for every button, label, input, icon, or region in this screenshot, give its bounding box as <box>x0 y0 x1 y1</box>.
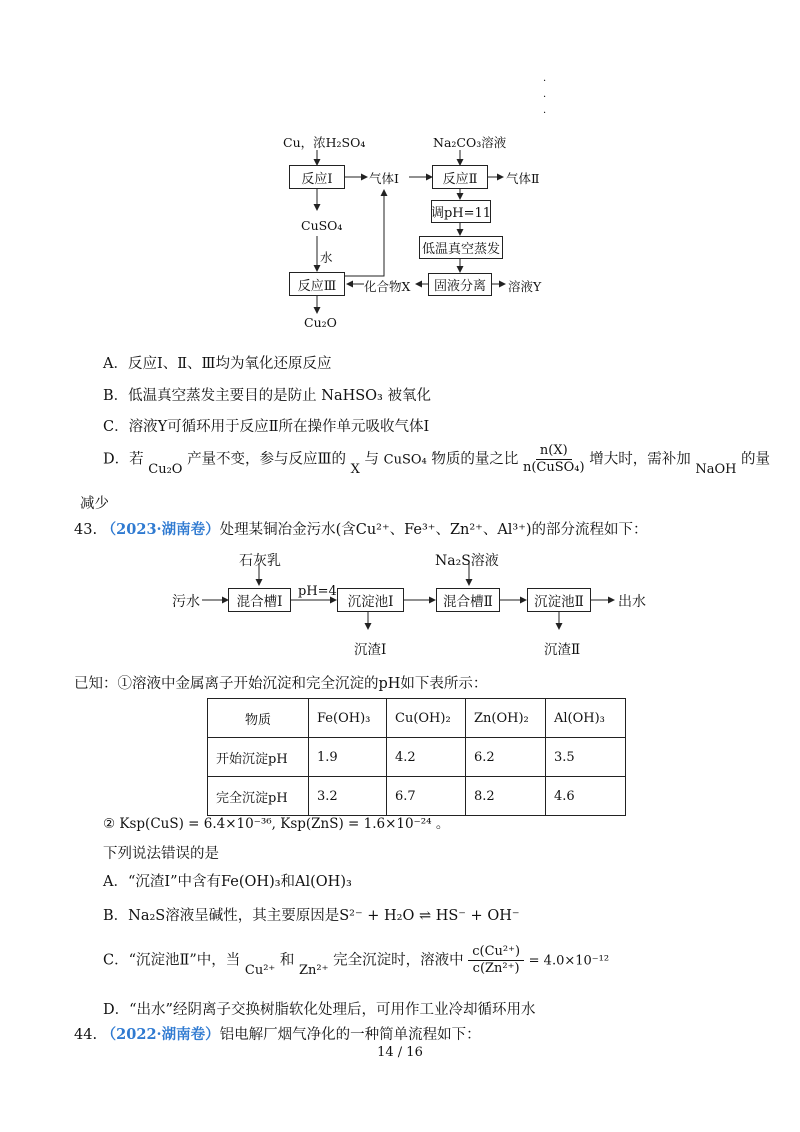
q43-option-c-text: 完全沉淀时，溶液中 <box>333 952 464 969</box>
q43-stem: 处理某铜冶金污水(含Cu²⁺、Fe³⁺、Zn²⁺、Al³⁺)的部分流程如下： <box>219 522 648 538</box>
flow-water-label: 水 <box>320 250 333 265</box>
q42-option-c: C．溶液Y可循环用于反应Ⅱ所在操作单元吸收气体Ⅰ <box>103 419 430 435</box>
q43-option-d: D．“出水”经阴离子交换树脂软化处理后，可用作工业冷却循环用水 <box>103 1002 536 1018</box>
q42-option-d-x: X <box>350 461 360 477</box>
flow-compound-x-label: 化合物X <box>364 279 411 294</box>
ph-table-header-row <box>208 699 626 738</box>
q43-option-c-cu: Cu²⁺ <box>244 962 276 978</box>
q44-stem: 铝电解厂烟气净化的一种简单流程如下： <box>219 1027 481 1043</box>
flow-reaction3-box: 反应Ⅲ <box>289 272 345 296</box>
flow2-ph4-label: pH=4 <box>298 584 337 599</box>
q43-option-c-text: C．“沉淀池Ⅱ”中，当 <box>103 952 241 969</box>
flow-reaction1-box: 反应Ⅰ <box>289 165 345 189</box>
ph-table-cell: 3.2 <box>309 777 387 816</box>
flow2-residue1-label: 沉渣Ⅰ <box>354 642 387 658</box>
ph-table-header-cell: Cu(OH)₂ <box>387 699 466 738</box>
q43-option-c <box>103 944 609 977</box>
flow-na2co3-label: Na₂CO₃溶液 <box>433 135 507 150</box>
ph-table-header-cell: Zn(OH)₂ <box>466 699 546 738</box>
decorative-dot: · <box>543 92 547 103</box>
q42-option-d-text: 物质的量之比 <box>431 451 519 468</box>
flow2-outwater-label: 出水 <box>618 594 646 610</box>
q43-number: 43. <box>74 522 98 538</box>
flow2-settle2-box: 沉淀池Ⅱ <box>527 588 591 612</box>
q44-header <box>74 1023 481 1044</box>
q42-option-d-naoh: NaOH <box>695 461 737 477</box>
flow-cuso4-label: CuSO₄ <box>301 218 343 233</box>
ph-table-cell: 4.6 <box>546 777 626 816</box>
flow2-settle1-box: 沉淀池Ⅰ <box>337 588 404 612</box>
q43-ratio-numerator: c(Cu²⁺) <box>468 944 524 961</box>
q43-option-a: A．“沉渣Ⅰ”中含有Fe(OH)₃和Al(OH)₃ <box>103 874 352 890</box>
flow-solution-y-label: 溶液Y <box>508 279 542 294</box>
flow-reactant-label: Cu，浓H₂SO₄ <box>283 135 366 150</box>
flow-gas2-label: 气体Ⅱ <box>506 171 540 186</box>
q42-option-d-text: 与 <box>364 451 380 468</box>
ph-table-cell: 完全沉淀pH <box>208 777 309 816</box>
flow-cu2o-label: Cu₂O <box>304 315 337 330</box>
ph-table-header-cell: Fe(OH)₃ <box>309 699 387 738</box>
q42-ratio-numerator: n(X) <box>536 443 572 460</box>
flow-adjust-ph-box: 调pH=11 <box>431 200 491 223</box>
q43-known-1: 已知：①溶液中金属离子开始沉淀和完全沉淀的pH如下表所示： <box>74 676 488 692</box>
q43-option-b: B．Na₂S溶液呈碱性，其主要原因是S²⁻ + H₂O ⇌ HS⁻ + OH⁻ <box>103 908 520 924</box>
decorative-dot: · <box>543 108 547 119</box>
decorative-dot: · <box>543 76 547 87</box>
ph-table-cell: 3.5 <box>546 738 626 777</box>
flow-gas1-label: 气体Ⅰ <box>369 171 399 186</box>
ph-table-cell: 6.7 <box>387 777 466 816</box>
flow2-wastewater-label: 污水 <box>172 594 200 610</box>
q42-option-d <box>103 443 770 476</box>
page-number: 14 / 16 <box>377 1045 423 1060</box>
q42-option-a: A．反应Ⅰ、Ⅱ、Ⅲ均为氧化还原反应 <box>103 356 332 372</box>
q43-option-c-text: 和 <box>279 952 295 969</box>
q43-option-c-zn: Zn²⁺ <box>299 962 329 978</box>
ph-table-cell: 8.2 <box>466 777 546 816</box>
q44-number: 44. <box>74 1027 98 1043</box>
q42-option-d-cu2o: Cu₂O <box>148 461 183 477</box>
ph-table-header-cell: 物质 <box>208 699 309 738</box>
q42-option-b: B．低温真空蒸发主要目的是防止 NaHSO₃ 被氧化 <box>103 388 431 404</box>
q43-ask: 下列说法错误的是 <box>103 846 219 862</box>
ph-table-header-cell: Al(OH)₃ <box>546 699 626 738</box>
flow-evaporation-box: 低温真空蒸发 <box>419 236 503 259</box>
ph-table-row <box>208 738 626 777</box>
q42-option-d-cuso4: CuSO₄ <box>383 452 427 468</box>
flow-separation-box: 固液分离 <box>428 273 492 296</box>
flow2-mix2-box: 混合槽Ⅱ <box>436 588 500 612</box>
flow2-mix1-box: 混合槽Ⅰ <box>228 588 291 612</box>
q43-ratio-fraction <box>468 944 524 977</box>
q42-option-d-text: D．若 <box>103 451 144 468</box>
flow-reaction2-box: 反应Ⅱ <box>432 165 488 189</box>
q42-option-d-text: 产量不变，参与反应Ⅲ的 <box>187 451 347 468</box>
ph-table-cell: 6.2 <box>466 738 546 777</box>
q43-ratio-denominator: c(Zn²⁺) <box>472 961 520 976</box>
ph-table <box>207 698 626 816</box>
ph-table-cell: 4.2 <box>387 738 466 777</box>
flow2-na2s-label: Na₂S溶液 <box>435 553 499 569</box>
ph-table-cell: 1.9 <box>309 738 387 777</box>
flow2-lime-label: 石灰乳 <box>239 553 281 569</box>
q42-option-d-continuation: 减少 <box>80 496 109 512</box>
q44-source: （2022·湖南卷） <box>101 1026 220 1043</box>
q42-ratio-denominator: n(CuSO₄) <box>522 460 585 475</box>
q43-ratio-value: = 4.0×10⁻¹² <box>528 953 610 969</box>
q43-known-2: ② Ksp(CuS) = 6.4×10⁻³⁶, Ksp(ZnS) = 1.6×10⁻²⁴ 。 <box>103 816 450 832</box>
q42-ratio-fraction <box>523 443 585 476</box>
flow2-residue2-label: 沉渣Ⅱ <box>544 642 581 658</box>
q43-source: （2023·湖南卷） <box>101 521 220 538</box>
q42-option-d-text: 的量 <box>741 451 771 468</box>
ph-table-cell: 开始沉淀pH <box>208 738 309 777</box>
ph-table-row <box>208 777 626 816</box>
q42-option-d-text: 增大时，需补加 <box>589 451 691 468</box>
